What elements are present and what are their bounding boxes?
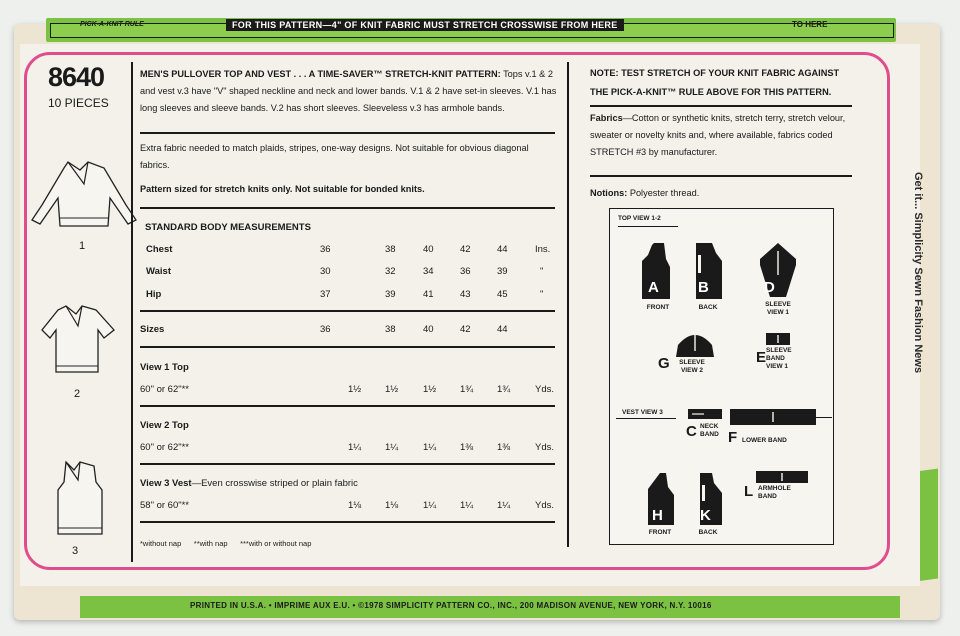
fabric-width: 58" or 60"**: [140, 500, 189, 511]
footnotes: [140, 539, 311, 548]
piece-label: FRONT: [648, 529, 672, 536]
to-here-label: TO HERE: [792, 20, 828, 29]
pattern-number: 8640: [48, 62, 105, 92]
row-label: Waist: [146, 266, 171, 277]
row-value: 39: [497, 266, 508, 277]
row-label: Chest: [146, 244, 173, 255]
row-value: 45: [497, 289, 508, 300]
piece-g-sleeve-shape: [672, 329, 718, 359]
row-value: 36: [320, 244, 331, 255]
piece-letter: F: [728, 429, 738, 446]
piece-label: BACK: [698, 529, 718, 536]
measurements-heading: STANDARD BODY MEASUREMENTS: [145, 222, 311, 233]
piece-label: SLEEVE VIEW 2: [679, 359, 705, 374]
piece-letter: K: [700, 507, 711, 524]
size-value: 40: [423, 324, 434, 335]
fabrics-label: Fabrics: [590, 113, 623, 123]
piece-label: FRONT: [646, 304, 670, 311]
piece-letter: L: [744, 483, 754, 500]
view-title: View 1 Top: [140, 362, 189, 373]
view-3-sketch: [50, 456, 110, 541]
extra-fabric-note: Extra fabric needed to match plaids, stripes, one-way designs. Not suitable for obvious diagonal fabrics.: [140, 143, 529, 170]
description-title: MEN'S PULLOVER TOP AND VEST . . . A TIME-SAVER™ STRETCH-KNIT PATTERN:: [140, 69, 501, 79]
rule-5: [140, 405, 555, 407]
view-title: View 2 Top: [140, 420, 189, 431]
view-3-number: 3: [72, 545, 79, 557]
piece-letter: E: [756, 349, 767, 366]
rule-r1: [590, 105, 852, 107]
sizes-label: Sizes: [140, 324, 165, 335]
row-value: 32: [385, 266, 396, 277]
footnote: **with nap: [193, 539, 228, 548]
piece-l-armhole-band-shape: [756, 471, 808, 483]
yardage-value: 1¼: [423, 442, 437, 453]
rule-r2: [590, 175, 852, 177]
piece-e-sleeve-band-shape: [766, 333, 790, 345]
yardage-value: 1¼: [385, 442, 399, 453]
row-value: 30: [320, 266, 331, 277]
yardage-unit: Yds.: [535, 500, 555, 511]
piece-label: SLEEVE VIEW 1: [765, 301, 791, 316]
rule-4: [140, 346, 555, 348]
yardage-value: 1⅜: [497, 442, 511, 453]
yardage-unit: Yds.: [535, 384, 555, 395]
row-value: 37: [320, 289, 331, 300]
notions-text: [590, 188, 699, 198]
rule-2: [140, 207, 555, 209]
piece-label: ARMHOLE BAND: [758, 485, 791, 500]
pattern-description: [140, 66, 558, 117]
row-value: 39: [385, 289, 396, 300]
row-value: 44: [497, 244, 508, 255]
piece-letter: G: [658, 355, 670, 372]
yardage-value: 1½: [385, 384, 399, 395]
row-value: 42: [460, 244, 471, 255]
vest-view-label: VEST VIEW 3: [622, 409, 663, 416]
stretch-instruction: FOR THIS PATTERN—4" OF KNIT FABRIC MUST STRETCH CROSSWISE FROM HERE: [226, 19, 624, 31]
row-unit: Ins.: [535, 244, 551, 255]
yardage-value: 1¼: [348, 442, 362, 453]
piece-label: BACK: [698, 304, 718, 311]
printed-in-usa-line: PRINTED IN U.S.A. • IMPRIME AUX E.U. • ©1978 SIMPLICITY PATTERN CO., INC., 200 MADISON AVENUE, NEW YORK, N.Y. 10016: [190, 601, 712, 610]
size-value: 38: [385, 324, 396, 335]
row-value: 43: [460, 289, 471, 300]
piece-c-neck-band-shape: [688, 409, 722, 419]
size-value: 36: [320, 324, 331, 335]
piece-letter: B: [698, 279, 709, 296]
description-body: Tops v.1 & 2 and vest v.3 have "V" shaped neckline and neck and lower bands. V.1 & 2 have set-in sleeves. V.1 has long sleeves and sleeve bands. V.2 has short sleeves. Sleeveless v.3 has armhole bands.: [140, 69, 557, 113]
size-value: 44: [497, 324, 508, 335]
view-subtitle: —Even crosswise striped or plain fabric: [191, 478, 358, 489]
piece-label: LOWER BAND: [742, 437, 787, 444]
notions-description: Polyester thread.: [627, 188, 700, 198]
side-fashion-news-text: Get it... Simplicity Sewn Fashion News: [912, 172, 924, 374]
piece-letter: D: [764, 279, 775, 296]
rule-1: [140, 132, 555, 134]
row-label: Hip: [146, 289, 162, 300]
yardage-value: 1¼: [460, 500, 474, 511]
yardage-value: 1¾: [497, 384, 511, 395]
piece-d-sleeve-shape: [756, 241, 800, 301]
row-unit: ": [540, 266, 544, 277]
yardage-value: 1⅜: [460, 442, 474, 453]
diagram-rule: [616, 418, 676, 419]
fabrics-text: [590, 110, 852, 161]
yardage-value: 1¾: [460, 384, 474, 395]
rule-7: [140, 521, 555, 523]
footnote: *without nap: [140, 539, 182, 548]
piece-letter: H: [652, 507, 663, 524]
diagram-rule: [816, 417, 832, 418]
view-2-number: 2: [74, 388, 81, 400]
row-value: 40: [423, 244, 434, 255]
row-unit: ": [540, 289, 544, 300]
rule-6: [140, 463, 555, 465]
fabric-width: 60" or 62"**: [140, 442, 189, 453]
row-value: 38: [385, 244, 396, 255]
stretch-test-note: NOTE: TEST STRETCH OF YOUR KNIT FABRIC AGAINST THE PICK-A-KNIT™ RULE ABOVE FOR THIS PATTERN.: [590, 68, 840, 97]
yardage-value: 1¼: [423, 500, 437, 511]
ruler-label: PICK-A-KNIT RULE: [80, 21, 144, 28]
yardage-value: 1¼: [497, 500, 511, 511]
size-value: 42: [460, 324, 471, 335]
footnote: ***with or without nap: [240, 539, 312, 548]
row-value: 34: [423, 266, 434, 277]
piece-letter: C: [686, 423, 697, 440]
right-column-divider: [567, 62, 569, 547]
left-column-divider: [131, 62, 133, 562]
piece-label: NECK BAND: [700, 423, 719, 438]
piece-label: SLEEVE BAND VIEW 1: [766, 347, 792, 370]
piece-f-lower-band-shape: [730, 409, 816, 425]
fabric-width: 60" or 62"**: [140, 384, 189, 395]
view-1-number: 1: [79, 240, 86, 252]
envelope-bottom-strip: [80, 596, 900, 618]
pick-a-knit-rule-strip: [46, 18, 896, 42]
diagram-rule: [618, 226, 678, 227]
view-title: View 3 Vest: [140, 478, 192, 489]
row-value: 36: [460, 266, 471, 277]
top-view-label: TOP VIEW 1-2: [618, 215, 661, 222]
fabrics-description: —Cotton or synthetic knits, stretch terry, stretch velour, sweater or novelty knits and, where available, fabrics coded STRETCH #3 by manufacturer.: [590, 113, 846, 157]
row-value: 41: [423, 289, 434, 300]
yardage-value: 1½: [423, 384, 437, 395]
pieces-count: 10 PIECES: [48, 96, 109, 110]
yardage-value: 1⅛: [348, 500, 362, 511]
yardage-value: 1⅛: [385, 500, 399, 511]
view-title-line: [140, 478, 358, 489]
sizing-note: Pattern sized for stretch knits only. Not suitable for bonded knits.: [140, 184, 425, 194]
view-1-sketch: [28, 150, 140, 235]
notions-label: Notions:: [590, 188, 628, 198]
view-2-sketch: [40, 300, 120, 380]
yardage-unit: Yds.: [535, 442, 555, 453]
rule-3: [140, 310, 555, 312]
pattern-pieces-diagram: [609, 208, 834, 545]
yardage-value: 1½: [348, 384, 362, 395]
piece-letter: A: [648, 279, 659, 296]
